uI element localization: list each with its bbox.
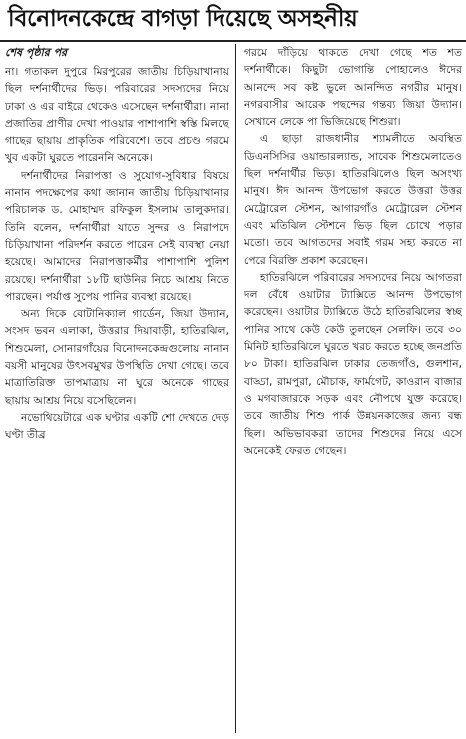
continued-from-label: শেষ পৃষ্ঠার পর (5, 46, 68, 59)
left-paragraph-3: অন্য দিকে বোটানিক্যাল গার্ডেন, জিয়া উদ্যান, সংসদ ভবন এলাকা, উত্তরার দিয়াবাড়ী, হাতিরঝিল, শিশুমেলা, সোনারগাঁয়ের বিনোদনকেন্দ্রগুলোয় নানান বয়সী মানুষের উৎসবমুখর উপস্থিতি দেখা গেছে। তবে মাত্রাতিরিক্ত তাপমাত্রায় না ঘুরে অনেকে গাছের ছায়ায় আশ্রয় নিয়ে বসেছিলেন। (5, 307, 229, 407)
right-column (244, 44, 462, 739)
left-column (5, 44, 229, 739)
right-paragraph-2: এ ছাড়া রাজধানীর শ্যামলীতে অবস্থিত ডিএনসিসির ওয়ান্ডারল্যান্ড, সাবেক শিশুমেলাতেও ছিল দর্শনার্থীর ভিড়। হাতিরঝিলেও ছিল অসংখ্য মানুষ। ঈদ আনন্দ উপভোগ করতে উত্তরা উত্তর মেট্রোরেল স্টেশন, আগারগাঁও মেট্রোরেল স্টেশন এবং মতিঝিল স্টেশনে ভিড় ছিল চোখে পড়ার মতো। তবে আগতদের সবাই গরম সহ্য করতে না পেরে বিরক্তি প্রকাশ করেছেন। (244, 132, 462, 267)
left-paragraph-4: নভোথিয়েটারে এক ঘণ্টার একটি শো দেখতে দেড় ঘণ্টা তীব্র (5, 410, 229, 442)
right-paragraph-1: গরমে দাঁড়িয়ে থাকতে দেখা গেছে শত শত দর্শনার্থীকে। কিছুটা ভোগান্তি পোহালেও ঈদের আনন্দে সব কষ্ট ভুলে আনন্দিত নগরীর মানুষ। নগরবাসীর আরেক পছন্দের গন্তব্য জিয়া উদ্যান। সেখানে লেকে পা ভিজিয়েছে শিশুরা। (244, 46, 462, 129)
headline-bar (0, 0, 466, 42)
left-paragraph-2: দর্শনার্থীদের নিরাপত্তা ও সুযোগ-সুবিধার বিষয়ে নানান পদক্ষেপের কথা জানান জাতীয় চিড়িয়াখানার পরিচালক ড. মোহাম্মদ রফিকুল ইসলাম তালুকদার। তিনি বলেন, দর্শনার্থীরা যাতে সুন্দর ও নিরাপদে চিড়িয়াখানা পরিদর্শন করতে পারেন সেই ব্যবস্থা নেয়া হয়েছে। আমাদের নিরাপত্তাকর্মীর পাশাপাশি পুলিশ রয়েছে। দর্শনার্থীরা ১৮টি ছাউনির নিচে আশ্রয় নিতে পারছেন। পর্যাপ্ত সুপেয় পানির ব্যবস্থা রয়েছে। (5, 168, 229, 303)
column-divider (235, 44, 236, 733)
right-paragraph-3: হাতিরঝিলে পরিবারের সদস্যদের নিয়ে আগতরা দল বেঁধে ওয়াটার ট্যাক্সিতে আনন্দ উপভোগ করেছেন। ওয়াটার ট্যাক্সিতে উঠে হাতিরঝিলের স্বচ্ছ পানির সাথে কেউ কেউ তুলছেন সেলফি। তবে ৩০ মিনিট হাতিরঝিলে ঘুরতে খরচ করতে হচ্ছে জনপ্রতি ৮০ টাকা। হাতিরঝিল ঢাকার তেজগাঁও, গুলশান, বাড্ডা, রামপুরা, মৌচাক, ফার্মগেট, কাওরান বাজার ও মগবাজারকে সড়ক এবং নৌপথে যুক্ত করেছে। তবে জাতীয় শিশু পার্ক উন্নয়নকাজের জন্য বন্ধ ছিল। অভিভাবকরা তাদের শিশুদের নিয়ে এসে অনেকেই ফেরত গেছেন। (244, 270, 462, 457)
headline: বিনোদনকেন্দ্রে বাগড়া দিয়েছে অসহনীয় (8, 6, 358, 32)
left-paragraph-1: না। গতাকল দুপুরে মিরপুরের জাতীয় চিড়িয়াখানায় ছিল দর্শনার্থীদের ভিড়। পরিবারের সদস্যদের নিয়ে ঢাকা ও এর বাইরে থেকেও এসেছেন দর্শনার্থীরা। নানা প্রজাতির প্রাণীর দেখা পাওয়ার পাশাপাশি স্বস্তি মিলছে গাছের ছায়ায় প্রাকৃতিক পরিবেশে। তবে প্রচণ্ড গরমে খুব একটা ঘুরতে পারেননি অনেকে। (5, 65, 229, 165)
